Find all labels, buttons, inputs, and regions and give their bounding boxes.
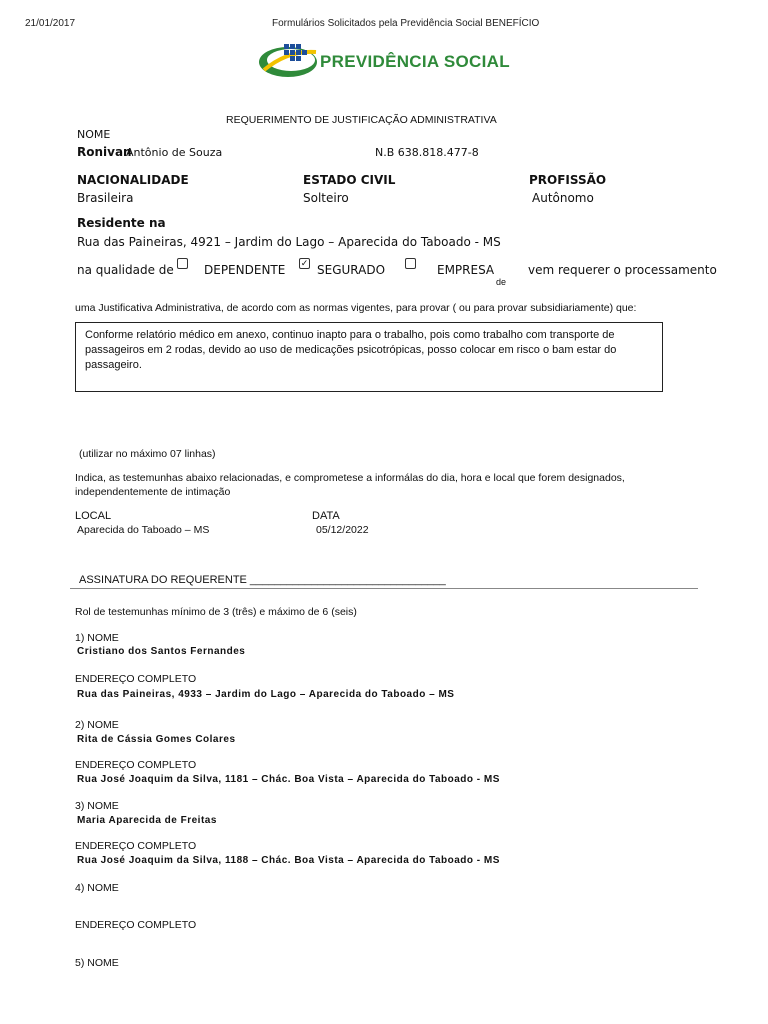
- witness-3-addr-label: ENDEREÇO COMPLETO: [75, 840, 197, 852]
- print-title: Formulários Solicitados pela Previdência Social BENEFÍCIO: [272, 18, 540, 29]
- witness-3-addr: Rua José Joaquim da Silva, 1188 – Chác. Boa Vista – Aparecida do Taboado - MS: [77, 855, 500, 866]
- segurado-label: SEGURADO: [317, 263, 386, 277]
- empresa-label: EMPRESA: [437, 263, 495, 277]
- request-text: vem requerer o processamento: [528, 263, 717, 277]
- name-rest: Antônio de Souza: [126, 146, 223, 159]
- benefit-number: N.B 638.818.477-8: [375, 146, 479, 159]
- profession-label: PROFISSÃO: [529, 173, 607, 187]
- empresa-checkbox[interactable]: [405, 258, 416, 269]
- previdencia-logo: [258, 40, 513, 80]
- witness-4-name-label: 4) NOME: [75, 882, 119, 894]
- civil-status-label: ESTADO CIVIL: [303, 173, 396, 187]
- print-date: 21/01/2017: [25, 18, 76, 29]
- max-lines-note: (utilizar no máximo 07 linhas): [79, 448, 216, 460]
- segurado-checkbox[interactable]: [299, 258, 310, 269]
- local-value: Aparecida do Taboado – MS: [77, 524, 210, 536]
- indicate-text-1: Indica, as testemunhas abaixo relacionadas, e comprometese a informálas do dia, hora e local que forem designados,: [75, 472, 625, 484]
- name-label: NOME: [77, 128, 111, 141]
- witness-2-name-label: 2) NOME: [75, 719, 119, 731]
- witness-2-addr: Rua José Joaquim da Silva, 1181 – Chác. Boa Vista – Aparecida do Taboado - MS: [77, 774, 500, 785]
- witness-5-name-label: 5) NOME: [75, 957, 119, 969]
- date-value: 05/12/2022: [316, 524, 369, 536]
- witness-3-name: Maria Aparecida de Freitas: [77, 815, 217, 826]
- witness-1-addr-label: ENDEREÇO COMPLETO: [75, 673, 197, 685]
- profession-value: Autônomo: [532, 191, 594, 205]
- witness-intro: Rol de testemunhas mínimo de 3 (três) e máximo de 6 (seis): [75, 606, 357, 618]
- logo-text: PREVIDÊNCIA SOCIAL: [320, 52, 510, 71]
- indicate-text-2: independentemente de intimação: [75, 486, 231, 498]
- check-mark-icon: ✓: [300, 258, 309, 268]
- civil-status-value: Solteiro: [303, 191, 349, 205]
- signature-line: ASSINATURA DO REQUERENTE ________________________________: [79, 574, 446, 586]
- dependente-checkbox[interactable]: [177, 258, 188, 269]
- justification-box[interactable]: [75, 322, 663, 392]
- witness-2-name: Rita de Cássia Gomes Colares: [77, 734, 236, 745]
- address-value: Rua das Paineiras, 4921 – Jardim do Lago – Aparecida do Taboado - MS: [77, 235, 501, 249]
- name-first: Ronivan: [77, 145, 132, 159]
- resident-label: Residente na: [77, 216, 166, 230]
- witness-4-addr-label: ENDEREÇO COMPLETO: [75, 919, 197, 931]
- justification-box-text: Conforme relatório médico em anexo, continuo inapto para o trabalho, pois como trabalho com transporte de passageiros em 2 rodas, devido ao uso de medicações psicotrópicas, posso colocar em risco o bam estar do passageiro.: [85, 329, 617, 371]
- witness-1-name-label: 1) NOME: [75, 632, 119, 644]
- nationality-value: Brasileira: [77, 191, 134, 205]
- justification-text: uma Justificativa Administrativa, de acordo com as normas vigentes, para provar ( ou para provar subsidiariamente) que:: [75, 302, 637, 314]
- quality-label: na qualidade de: [77, 263, 174, 277]
- section-divider: [70, 588, 698, 589]
- form-title: REQUERIMENTO DE JUSTIFICAÇÃO ADMINISTRATIVA: [226, 114, 497, 126]
- date-label: DATA: [312, 510, 340, 522]
- witness-2-addr-label: ENDEREÇO COMPLETO: [75, 759, 197, 771]
- witness-3-name-label: 3) NOME: [75, 800, 119, 812]
- local-label: LOCAL: [75, 510, 112, 522]
- logo-emblem-icon: [258, 40, 320, 80]
- witness-1-name: Cristiano dos Santos Fernandes: [77, 646, 246, 657]
- witness-1-addr: Rua das Paineiras, 4933 – Jardim do Lago – Aparecida do Taboado – MS: [77, 689, 455, 700]
- dependente-label: DEPENDENTE: [204, 263, 286, 277]
- de-small-text: de: [496, 277, 507, 287]
- nationality-label: NACIONALIDADE: [77, 173, 189, 187]
